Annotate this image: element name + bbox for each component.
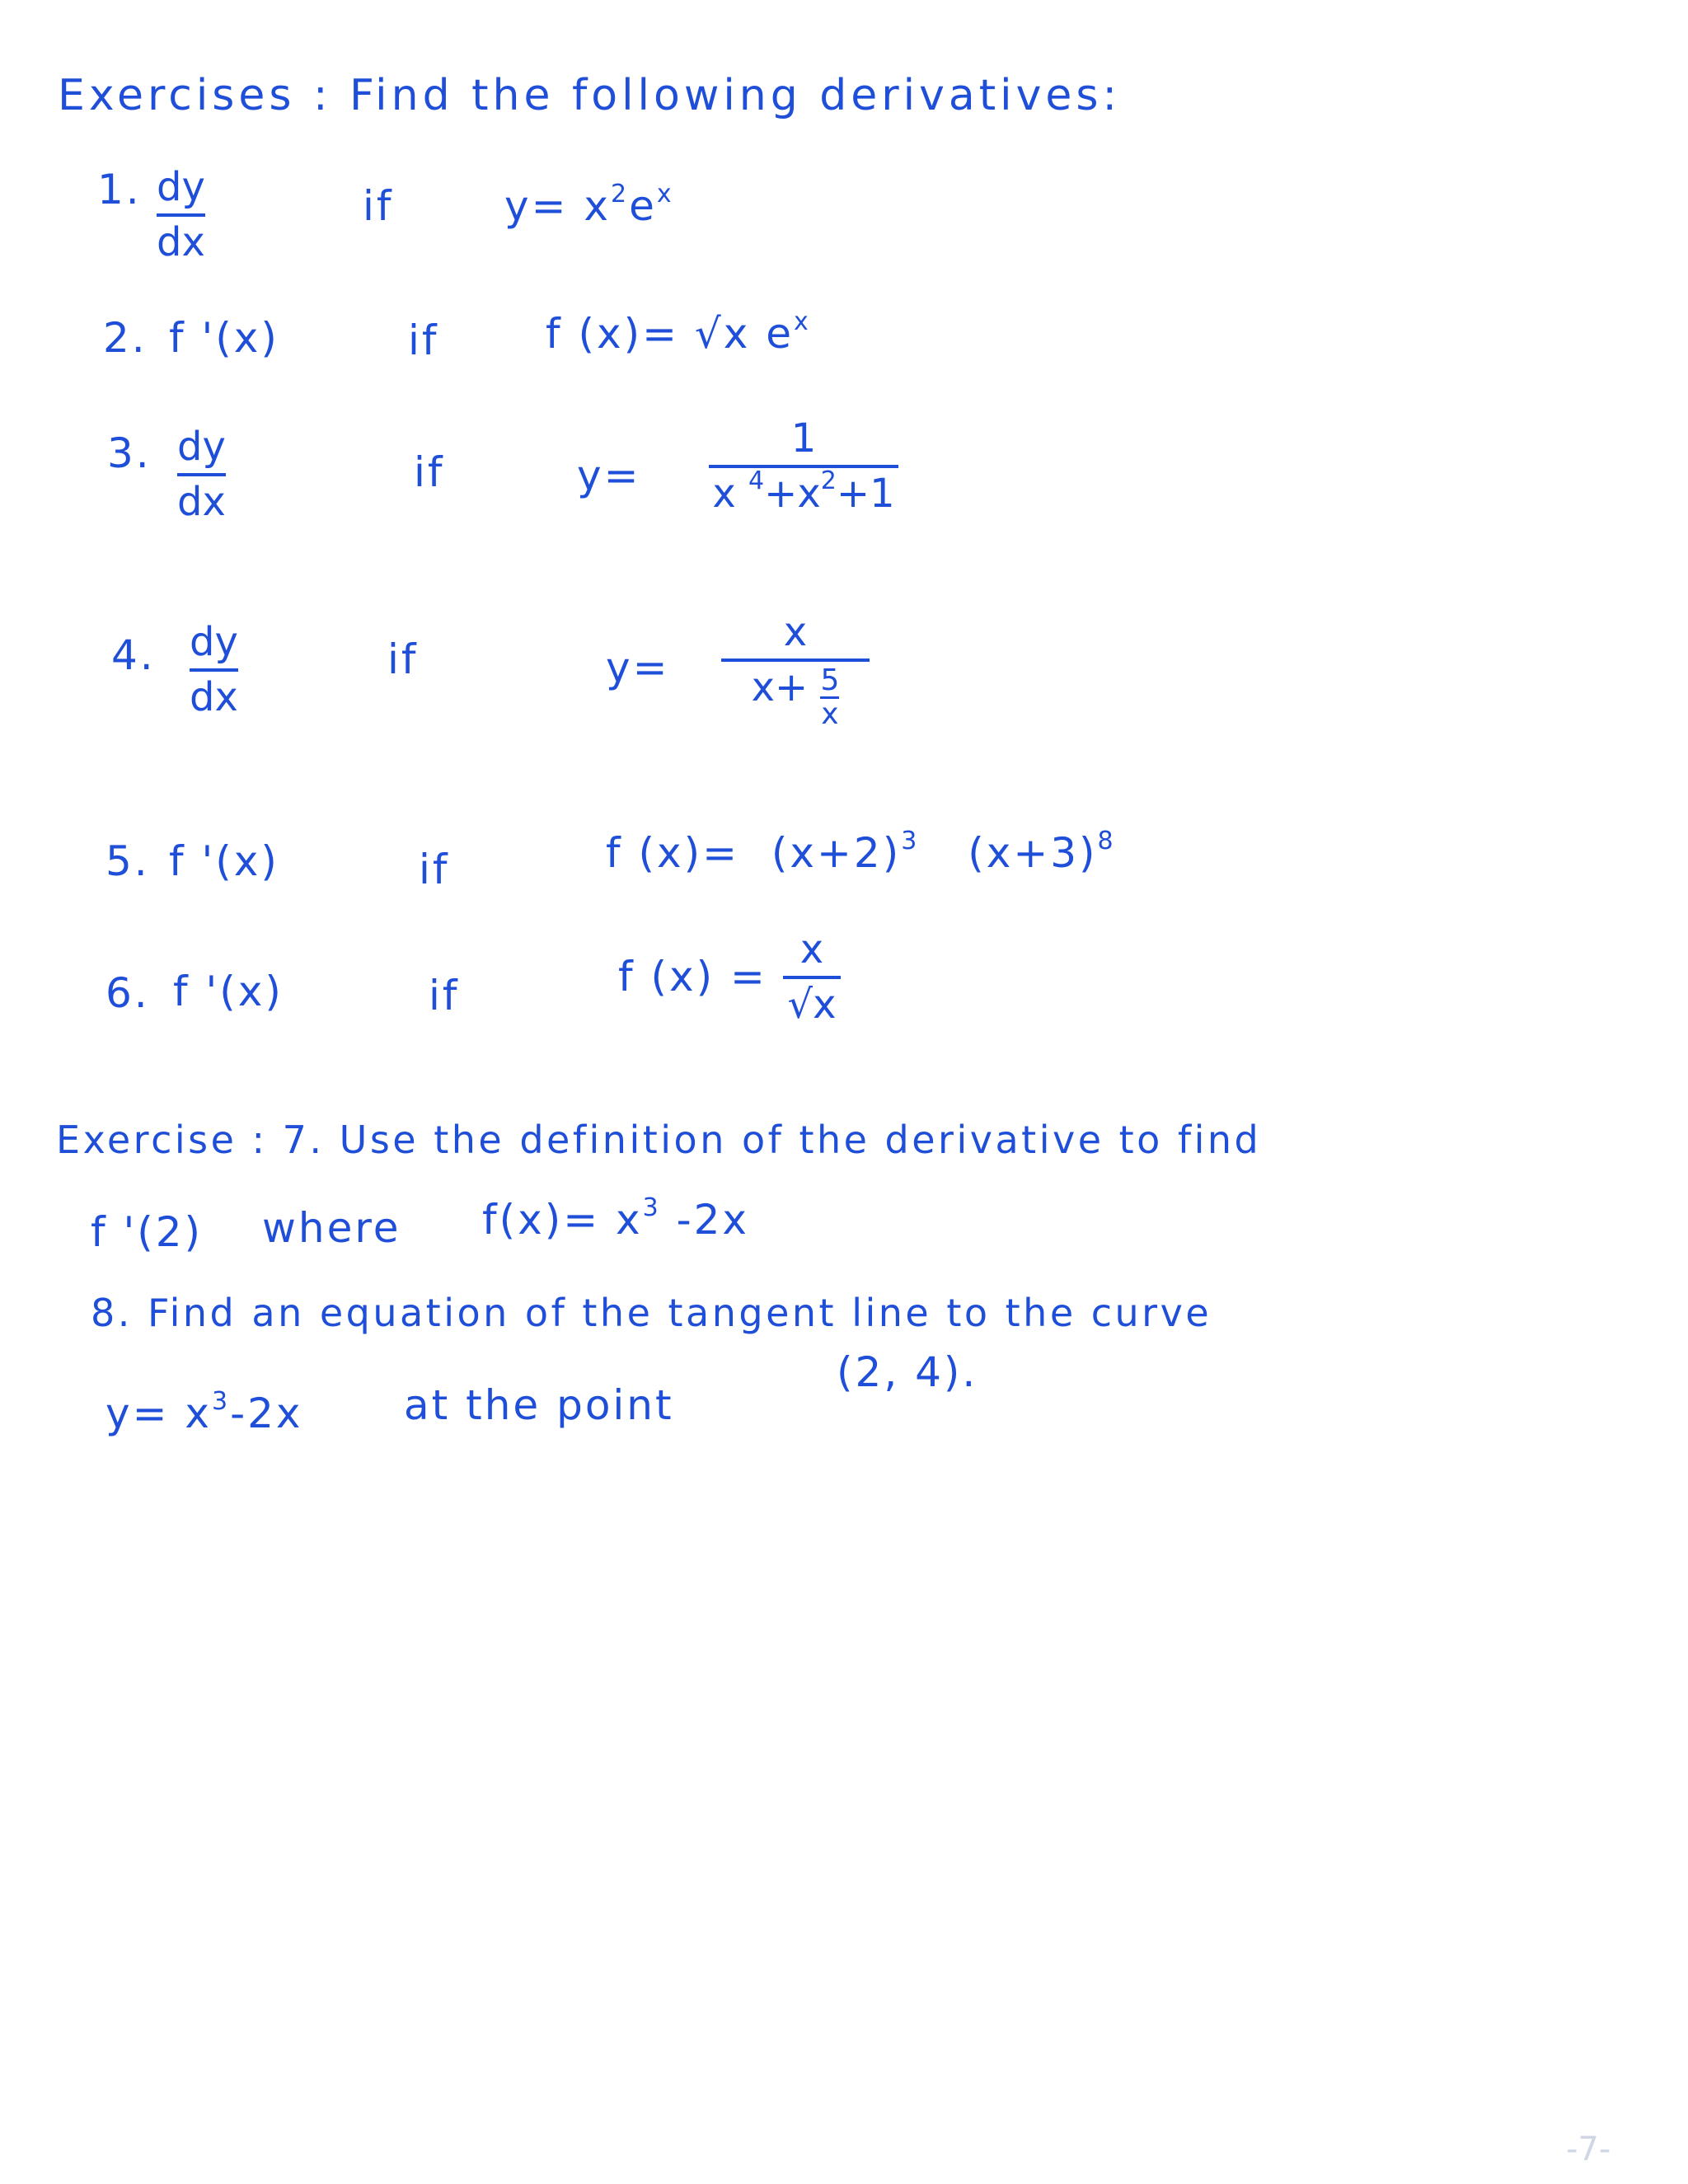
exercise-2-if: if (408, 316, 439, 364)
exercise-6-lhs: f '(x) (173, 968, 284, 1015)
exercise-3-lhs-den: dx (177, 479, 226, 526)
exercise-3-number: 3. (107, 429, 152, 477)
exercise-4-rhs-lead: y= (606, 644, 670, 691)
exercise-1-rhs (504, 180, 674, 230)
exercise-5-exp-a: 3 (901, 827, 920, 855)
exercise-3-rhs-lead: y= (577, 452, 641, 499)
exercise-1-lhs (157, 165, 205, 265)
fraction-bar (709, 465, 898, 468)
exercise-7-f-prime: f '(2) (91, 1208, 204, 1256)
exercise-1-exp-x: x (656, 180, 674, 209)
exercise-8-function (106, 1387, 303, 1437)
exercise-4-number: 4. (111, 631, 156, 679)
exercise-5-lhs: f '(x) (169, 837, 279, 885)
page-title: Exercises : Find the following derivatives: (58, 71, 1121, 120)
exercise-7-exp: 3 (642, 1193, 661, 1222)
exercise-8-exp: 3 (211, 1387, 231, 1416)
fraction-bar (177, 473, 226, 476)
exercise-2-exp: x (794, 307, 811, 336)
exercise-5-exp-b: 8 (1097, 827, 1116, 855)
den-part: x+ (751, 664, 809, 711)
exercise-6-rhs-den: √x (787, 982, 837, 1029)
exercise-4-rhs-num: x (783, 609, 808, 655)
exercise-3-lhs-num: dy (177, 424, 226, 470)
exercise-5-if: if (419, 846, 450, 893)
exercise-8-line1: 8. Find an equation of the tangent line to the curve (91, 1291, 1212, 1335)
exercise-1-number: 1. (97, 166, 142, 213)
exercise-4-if: if (387, 635, 419, 683)
exercise-5-factor-b: (x+3) (968, 829, 1098, 877)
den-part: +1 (836, 471, 895, 518)
exercise-3-rhs-num: 1 (790, 415, 817, 462)
exercise-8-tail: -2x (230, 1390, 303, 1437)
exercise-4-rhs-fraction (721, 610, 870, 730)
exercise-8-point: (2, 4). (837, 1348, 978, 1396)
exercise-2-rhs (546, 307, 811, 358)
exercise-2-number: 2. (103, 314, 148, 362)
nested-fraction (820, 665, 839, 730)
fraction-bar (157, 213, 205, 217)
exercise-6-number: 6. (106, 969, 150, 1017)
den-part: x (712, 471, 749, 518)
exercise-1-lhs-num: dy (157, 164, 205, 210)
exercise-7-line1: Exercise : 7. Use the definition of the derivative to find (56, 1118, 1262, 1162)
exercise-4-lhs-den: dx (190, 674, 238, 721)
exercise-7-where: where (262, 1204, 401, 1252)
exercise-6-rhs-num: x (799, 926, 824, 972)
exercise-4-lhs-num: dy (190, 619, 238, 665)
exercise-6-if: if (429, 972, 460, 1019)
exercise-3-lhs (177, 424, 226, 525)
exercise-7-function (482, 1193, 750, 1244)
fraction-bar (783, 976, 841, 979)
nested-num: 5 (820, 663, 840, 698)
nested-den: x (821, 696, 839, 731)
exercise-3-if: if (414, 448, 445, 496)
page-number: -7- (1566, 2130, 1611, 2168)
den-exp: 2 (820, 466, 837, 496)
exercise-5-number: 5. (106, 837, 150, 885)
exercise-1-if: if (363, 182, 394, 230)
den-part: +x (764, 471, 821, 518)
exercise-8-y: y= x (106, 1390, 212, 1437)
exercise-3-rhs-den (709, 466, 898, 518)
exercise-5-rhs (606, 827, 1116, 877)
exercise-5-rhs-lead: f (x)= (606, 829, 739, 877)
exercise-6-rhs-lead: f (x) = (618, 953, 767, 1001)
exercise-4-lhs (190, 620, 238, 720)
exercise-1-exp: 2 (610, 180, 630, 209)
exercise-5-factor-a: (x+2) (771, 829, 902, 877)
exercise-7-fx: f(x)= x (482, 1196, 643, 1244)
exercise-3-rhs-fraction (709, 416, 898, 517)
exercise-1-lhs-den: dx (157, 219, 205, 266)
exercise-7-tail: -2x (660, 1196, 750, 1244)
exercise-2-lhs: f '(x) (169, 314, 279, 362)
exercise-1-e: e (629, 182, 657, 230)
exercise-2-rhs-lead: f (x)= √x e (546, 310, 794, 358)
exercise-4-rhs-den (721, 665, 870, 730)
exercise-1-rhs-lead: y= x (504, 182, 611, 230)
fraction-bar (721, 658, 870, 662)
den-exp: 4 (748, 466, 765, 496)
exercise-8-at-the-point: at the point (404, 1381, 674, 1429)
exercise-6-rhs-fraction (783, 927, 841, 1028)
fraction-bar (190, 668, 238, 672)
